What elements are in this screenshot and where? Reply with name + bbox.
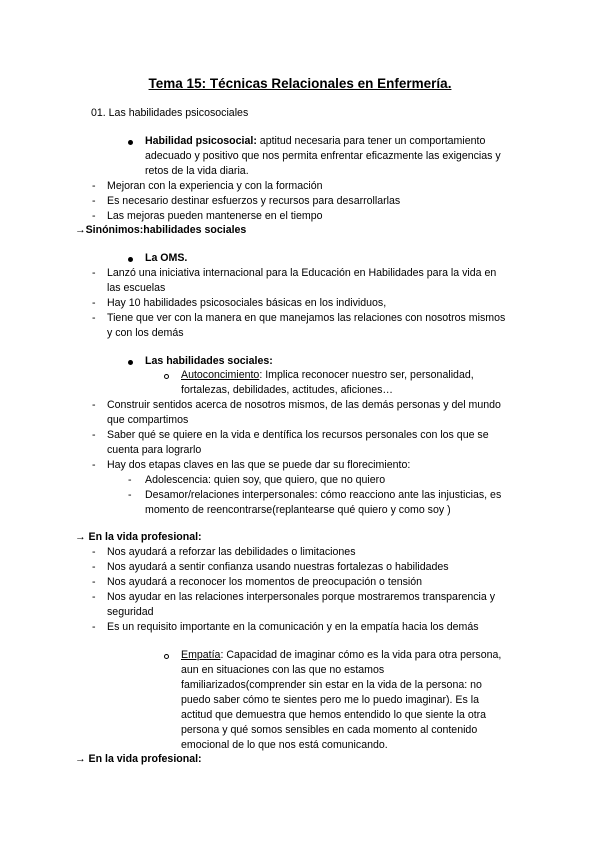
dash-marker: - bbox=[92, 210, 96, 222]
hp-line-1 bbox=[145, 134, 485, 149]
dash-marker: - bbox=[92, 591, 96, 603]
list-item: Hay 10 habilidades psicosociales básicas en los individuos, bbox=[107, 297, 387, 309]
list-item-cont: seguridad bbox=[107, 606, 154, 618]
list-item: Las mejoras pueden mantenerse en el tiempo bbox=[107, 210, 323, 222]
dash-marker: - bbox=[128, 489, 132, 501]
list-item: Nos ayudará a reconocer los momentos de preocupación o tensión bbox=[107, 576, 423, 588]
empatia-def: : Capacidad de imaginar cómo es la vida para otra persona, bbox=[220, 649, 502, 661]
oms-heading: La OMS. bbox=[145, 252, 188, 264]
empatia-line: familiarizados(comprender sin estar en la vida de la persona: no bbox=[181, 679, 482, 691]
list-item: Es un requisito importante en la comunicación y en la empatía hacia los demás bbox=[107, 621, 479, 633]
auto-term: Autoconcimiento bbox=[181, 369, 260, 381]
empatia-line: actitud que demuestra que hemos entendido lo que siente la otra bbox=[181, 709, 487, 721]
bullet-dot bbox=[128, 140, 133, 145]
dash-marker: - bbox=[92, 546, 96, 558]
empatia-line: emocional de lo que nos está comunicando. bbox=[181, 739, 388, 751]
profesional-heading-1: → En la vida profesional: bbox=[75, 531, 202, 543]
bullet-dot bbox=[128, 360, 133, 365]
bullet-dot bbox=[128, 257, 133, 262]
list-item: Lanzó una iniciativa internacional para la Educación en Habilidades para la vida en bbox=[107, 267, 497, 279]
list-item-cont: cuenta para lograrlo bbox=[107, 444, 202, 456]
hp-term: Habilidad psicosocial: bbox=[145, 135, 257, 147]
dash-marker: - bbox=[92, 195, 96, 207]
dash-marker: - bbox=[92, 576, 96, 588]
sinonimos-heading: →Sinónimos:habilidades sociales bbox=[75, 224, 247, 236]
hp-line-2: adecuado y positivo que nos permita enfrentar eficazmente las exigencias y bbox=[145, 150, 501, 162]
dash-marker: - bbox=[92, 399, 96, 411]
dash-marker: - bbox=[92, 561, 96, 573]
empatia-line: persona y qué somos sensibles en cada momento al contenido bbox=[181, 724, 478, 736]
list-item: Nos ayudar en las relaciones interpersonales porque mostraremos transparencia y bbox=[107, 591, 496, 603]
hs-auto-line-2: fortalezas, debilidades, actitudes, aficiones… bbox=[181, 384, 393, 396]
list-item-cont: y con los demás bbox=[107, 327, 184, 339]
bullet-circle bbox=[164, 654, 169, 659]
list-item: Hay dos etapas claves en las que se puede dar su florecimiento: bbox=[107, 459, 411, 471]
dash-marker: - bbox=[92, 267, 96, 279]
auto-def: : Implica reconocer nuestro ser, personalidad, bbox=[259, 369, 474, 381]
sub-item: Adolescencia: quien soy, que quiero, que no quiero bbox=[145, 474, 386, 486]
page-title: Tema 15: Técnicas Relacionales en Enfermería. bbox=[148, 76, 452, 91]
list-item-cont: que compartimos bbox=[107, 414, 189, 426]
list-item: Es necesario destinar esfuerzos y recursos para desarrollarlas bbox=[107, 195, 401, 207]
dash-marker: - bbox=[92, 621, 96, 633]
dash-marker: - bbox=[92, 297, 96, 309]
dash-marker: - bbox=[92, 180, 96, 192]
dash-marker: - bbox=[92, 429, 96, 441]
profesional-heading-2: → En la vida profesional: bbox=[75, 753, 202, 765]
hp-line-3: retos de la vida diaria. bbox=[145, 165, 249, 177]
hp-def: aptitud necesaria para tener un comportamiento bbox=[256, 135, 486, 147]
dash-marker: - bbox=[92, 459, 96, 471]
list-item: Nos ayudará a reforzar las debilidades o limitaciones bbox=[107, 546, 356, 558]
empatia-line: puedo saber cómo te sientes pero me lo puedo imaginar). Es la bbox=[181, 694, 479, 706]
empatia-line: aun en situaciones con las que no estamos bbox=[181, 664, 385, 676]
sub-item: Desamor/relaciones interpersonales: cómo reacciono ante las injusticias, es bbox=[145, 489, 502, 501]
empatia-term: Empatía bbox=[181, 649, 221, 661]
list-item: Tiene que ver con la manera en que manejamos las relaciones con nosotros mismos bbox=[107, 312, 506, 324]
list-item: Nos ayudará a sentir confianza usando nuestras fortalezas o habilidades bbox=[107, 561, 449, 573]
list-item: Mejoran con la experiencia y con la formación bbox=[107, 180, 323, 192]
hs-auto-line-1 bbox=[181, 368, 474, 383]
list-item: Construir sentidos acerca de nosotros mismos, de las demás personas y del mundo bbox=[107, 399, 501, 411]
dash-marker: - bbox=[92, 312, 96, 324]
section-heading-01: 01. Las habilidades psicosociales bbox=[91, 107, 249, 119]
hs-heading: Las habilidades sociales: bbox=[145, 355, 273, 367]
list-item: Saber qué se quiere en la vida e dentífica los recursos personales con los que se bbox=[107, 429, 489, 441]
dash-marker: - bbox=[128, 474, 132, 486]
bullet-circle bbox=[164, 374, 169, 379]
sub-item-cont: momento de reencontrarse(replantearse qué quiero y como soy ) bbox=[145, 504, 451, 516]
empatia-line-1 bbox=[181, 648, 501, 663]
list-item-cont: las escuelas bbox=[107, 282, 166, 294]
